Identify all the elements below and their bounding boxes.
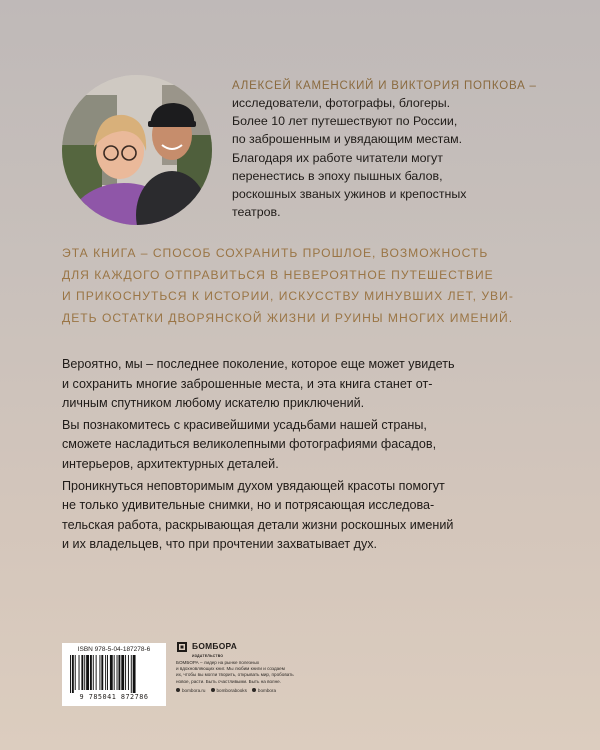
publisher-subtitle: ИЗДАТЕЛЬСТВО: [192, 654, 224, 658]
barcode-stripe: [131, 655, 132, 693]
author-bio-line: Благодаря их работе читатели могут: [232, 150, 443, 165]
description-line: сможете насладиться великолепными фотографиями фасадов,: [62, 437, 437, 452]
publisher-description: [176, 660, 301, 685]
publisher-telegram-text: bombora: [257, 687, 277, 693]
barcode-stripe: [84, 655, 85, 690]
publisher-telegram-link[interactable]: [252, 688, 276, 693]
book-tagline: [62, 243, 542, 329]
publisher-name: БОМБОРА: [192, 641, 238, 651]
description-line: не только удивительные снимки, но и потрясающая исследова-: [62, 498, 435, 513]
barcode-stripe: [93, 655, 94, 690]
publisher-logo-icon: [176, 641, 188, 653]
barcode-stripe: [99, 655, 100, 690]
description-paragraph: [62, 477, 552, 555]
barcode-stripe: [72, 655, 74, 693]
author-bio-line: Более 10 лет путешествуют по России,: [232, 114, 458, 129]
publisher-vk-link[interactable]: [211, 688, 247, 693]
publisher-block: [176, 636, 301, 693]
barcode-number: 9 785041 872786: [79, 693, 149, 701]
description-line: Проникнуться неповторимым духом увядающей красоты помогут: [62, 478, 445, 493]
author-bio-line: по заброшенным и увядающим местам.: [232, 132, 463, 147]
author-bio-line: роскошных званых ужинов и крепостных: [232, 187, 467, 202]
description-line: Вероятно, мы – последнее поколение, которое еще может увидеть: [62, 357, 455, 371]
barcode-stripe: [110, 655, 113, 690]
description-line: интерьеров, архитектурных деталей.: [62, 456, 279, 471]
tagline-line: ДЛЯ КАЖДОГО ОТПРАВИТЬСЯ В НЕВЕРОЯТНОЕ ПУТЕШЕСТВИЕ: [62, 267, 494, 282]
book-description: [62, 355, 552, 557]
description-line: Вы познакомитесь с красивейшими усадьбами нашей страны,: [62, 417, 427, 432]
barcode-stripe: [105, 655, 106, 690]
barcode-stripe: [70, 655, 71, 693]
description-paragraph: [62, 416, 552, 475]
description-line: и их владельцев, что при прочтении захватывает дух.: [62, 537, 378, 552]
tagline-line: ДЕТЬ ОСТАТКИ ДВОРЯНСКОЙ ЖИЗНИ И РУИНЫ МНОГИХ ИМЕНИЙ.: [62, 310, 514, 325]
publisher-website-link[interactable]: [176, 688, 206, 693]
publisher-description-line: новое, расти. Быть счастливыми. Быть на волне.: [176, 678, 281, 684]
publisher-logo: [176, 636, 301, 658]
barcode-stripe: [117, 655, 118, 690]
tagline-line: И ПРИКОСНУТЬСЯ К ИСТОРИИ, ИСКУССТВУ МИНУВШИХ ЛЕТ, УВИ-: [62, 289, 514, 303]
publisher-description-line: их, чтобы вы могли творить, открывать мир, пробовать: [176, 672, 294, 678]
author-bio: [232, 94, 562, 221]
vk-icon: [211, 688, 215, 692]
barcode-stripe: [128, 655, 129, 690]
telegram-icon: [252, 688, 256, 692]
barcode-stripe: [86, 655, 89, 690]
author-bio-line: театров.: [232, 205, 281, 220]
publisher-description-line: БОМБОРА – лидер на рынке полезных: [176, 660, 260, 665]
publisher-website-text: bombora.ru: [182, 687, 206, 693]
globe-icon: [176, 688, 180, 692]
barcode-stripe: [107, 655, 108, 690]
barcode-stripe: [96, 655, 97, 690]
publisher-vk-text: bomborabooks: [216, 687, 247, 693]
publisher-description-line: и вдохновляющих книг. Мы любим книги и создаем: [176, 666, 285, 672]
barcode-stripe: [79, 655, 80, 690]
barcode-box: [62, 643, 166, 706]
isbn-number: ISBN 978-5-04-187278-6: [77, 646, 151, 653]
barcode-stripe: [75, 655, 76, 690]
barcode-stripe: [90, 655, 92, 690]
author-bio-line: исследователи, фотографы, блогеры.: [232, 96, 451, 110]
publisher-links: [176, 688, 301, 693]
barcode-stripe: [133, 655, 136, 693]
barcode-stripe: [118, 655, 120, 690]
author-names: АЛЕКСЕЙ КАМЕНСКИЙ И ВИКТОРИЯ ПОПКОВА –: [232, 80, 537, 92]
author-block: [232, 80, 562, 221]
authors-photo-illustration: [62, 75, 212, 225]
description-line: и сохранить многие заброшенные места, и эта книга станет от-: [62, 376, 433, 391]
barcode-bars: [68, 655, 160, 693]
barcode-stripe: [121, 655, 124, 690]
description-paragraph: [62, 355, 552, 414]
description-line: тельская работа, раскрывающая детали жизни роскошных имений: [62, 517, 454, 532]
barcode-stripe: [101, 655, 103, 690]
description-line: личным спутником любому искателю приключений.: [62, 396, 365, 411]
barcode-stripe: [114, 655, 115, 690]
tagline-line: ЭТА КНИГА – СПОСОБ СОХРАНИТЬ ПРОШЛОЕ, ВОЗМОЖНОСТЬ: [62, 246, 489, 260]
authors-photo: [62, 75, 212, 225]
barcode-stripe: [125, 655, 126, 690]
barcode-stripe: [81, 655, 83, 690]
author-bio-line: перенестись в эпоху пышных балов,: [232, 168, 443, 183]
